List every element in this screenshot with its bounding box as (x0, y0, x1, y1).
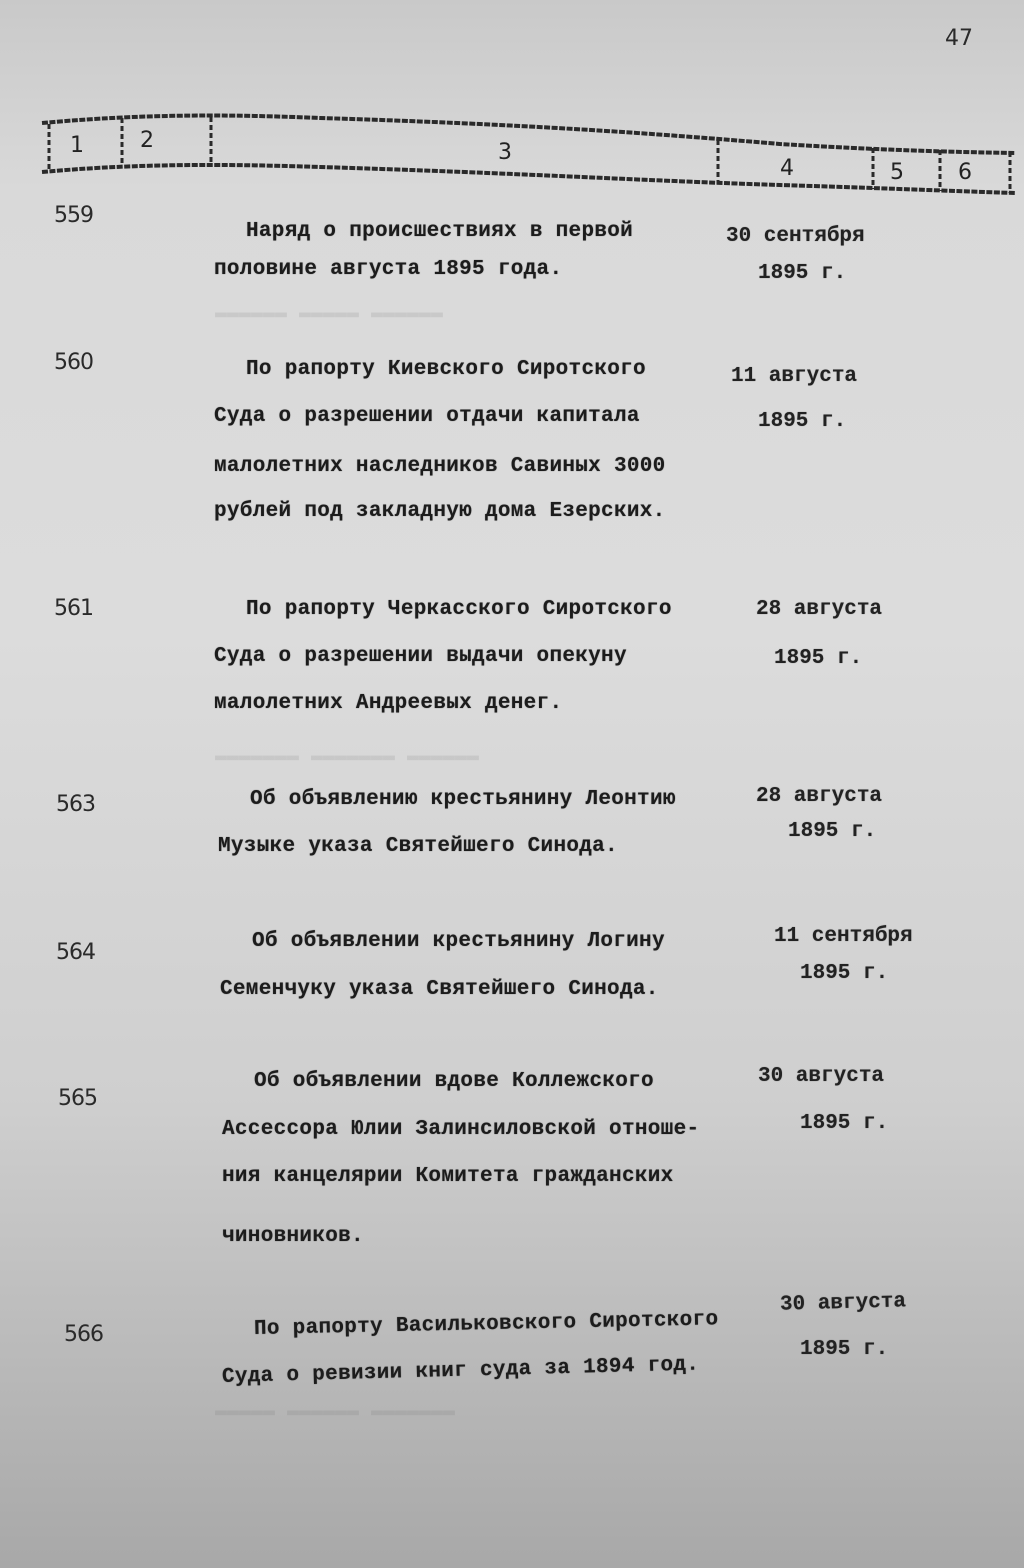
entry-number: 566 (64, 1322, 103, 1347)
entry-title-line: По рапорту Черкасского Сиротского (246, 598, 672, 621)
entry-title-line: рублей под закладную дома Езерских. (214, 500, 666, 523)
show-through-text: ▬▬▬▬▬▬ ▬▬▬▬▬ ▬▬▬▬▬▬ (215, 302, 444, 325)
column-header-4: 4 (780, 156, 794, 181)
column-header-3: 3 (498, 140, 512, 165)
entry-title-line: Семенчуку указа Святейшего Синода. (220, 978, 659, 1001)
page-number: 47 (945, 26, 973, 51)
column-header-5: 5 (890, 160, 904, 185)
entry-title-line: Ассессора Юлии Залинсиловской отноше- (222, 1118, 700, 1141)
column-header-6: 6 (958, 160, 972, 185)
entry-date: 28 августа (756, 598, 883, 621)
entry-date: 11 сентября (774, 925, 913, 948)
entry-title-line: Наряд о происшествиях в первой (246, 220, 634, 243)
entry-date: 30 сентября (726, 225, 865, 248)
table-header-frame (0, 0, 1024, 200)
entry-date: 11 августа (731, 365, 858, 388)
entry-year: 1895 г. (800, 1338, 889, 1361)
entry-number: 565 (58, 1086, 97, 1111)
entry-title-line: Об объявлении крестьянину Логину (252, 930, 665, 953)
show-through-text: ▬▬▬▬▬▬▬ ▬▬▬▬▬▬▬ ▬▬▬▬▬▬ (215, 745, 480, 768)
entry-title-line: половине августа 1895 года. (214, 258, 563, 281)
entry-year: 1895 г. (800, 962, 889, 985)
entry-title-line: По рапорту Васильковского Сиротского (253, 1308, 719, 1341)
entry-title-line: Об объявлению крестьянину Леонтию (250, 788, 676, 811)
entry-number: 560 (54, 350, 93, 375)
entry-title-line: По рапорту Киевского Сиротского (246, 358, 646, 381)
entry-title-line: Об объявлении вдове Коллежского (254, 1070, 654, 1093)
entry-date: 30 августа (779, 1290, 907, 1317)
entry-number: 561 (54, 596, 93, 621)
entry-title-line: Суда о разрешении отдачи капитала (214, 405, 640, 428)
entry-year: 1895 г. (758, 262, 847, 285)
table-header (0, 0, 1024, 200)
column-header-2: 2 (140, 128, 154, 153)
entry-number: 559 (54, 203, 93, 228)
entry-number: 564 (56, 940, 95, 965)
column-header-1: 1 (70, 133, 84, 158)
entry-date: 28 августа (756, 785, 883, 808)
entry-year: 1895 г. (774, 647, 863, 670)
entry-title-line: Музыке указа Святейшего Синода. (218, 835, 618, 858)
entry-date: 30 августа (758, 1065, 885, 1088)
entry-title-line: чиновников. (222, 1225, 364, 1248)
show-through-text: ▬▬▬▬▬ ▬▬▬▬▬▬ ▬▬▬▬▬▬▬ (215, 1400, 456, 1423)
entry-title-line: ния канцелярии Комитета гражданских (222, 1165, 674, 1188)
entry-year: 1895 г. (758, 410, 847, 433)
entry-title-line: Суда о разрешении выдачи опекуну (214, 645, 627, 668)
entry-number: 563 (56, 792, 95, 817)
entry-title-line: малолетних Андреевых денег. (214, 692, 563, 715)
entry-year: 1895 г. (800, 1112, 889, 1135)
entry-year: 1895 г. (788, 820, 877, 843)
entry-title-line: Суда о ревизии книг суда за 1894 год. (221, 1353, 700, 1389)
entry-title-line: малолетних наследников Савиных 3000 (214, 455, 666, 478)
